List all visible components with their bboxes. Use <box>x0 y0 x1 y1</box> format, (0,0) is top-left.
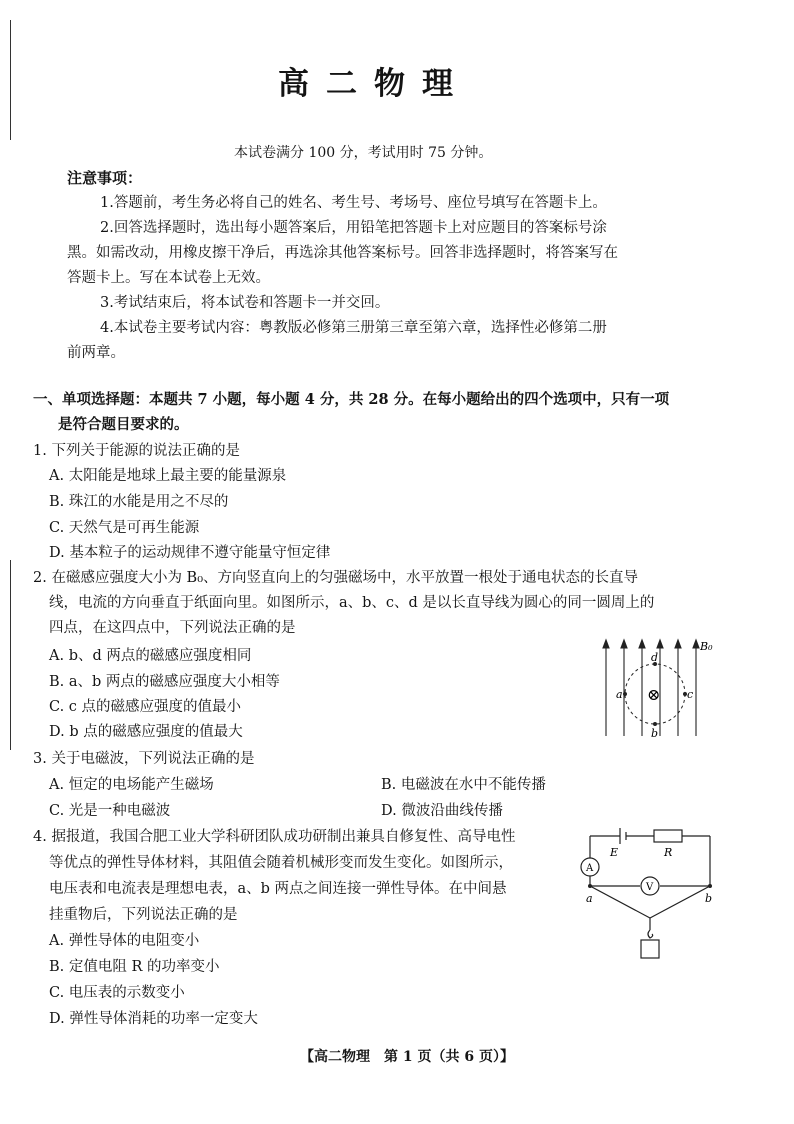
q4-stem-line: 挂重物后，下列说法正确的是 <box>49 907 238 923</box>
notice-line: 答题卡上。写在本试卷上无效。 <box>67 270 270 286</box>
q4-option-b: B. 定值电阻 R 的功率变小 <box>49 959 220 975</box>
q4-stem-line: 4. 据报道，我国合肥工业大学科研团队成功研制出兼具自修复性、高导电性 <box>33 829 516 845</box>
section-heading-cont: 是符合题目要求的。 <box>58 416 189 433</box>
q1-option-a: A. 太阳能是地球上最主要的能量源泉 <box>49 468 287 484</box>
notice-line: 前两章。 <box>67 345 125 361</box>
exam-subtitle: 本试卷满分 100 分，考试用时 75 分钟。 <box>234 145 493 161</box>
q1-option-b: B. 珠江的水能是用之不尽的 <box>49 494 229 510</box>
notice-line: 3.考试结束后，将本试卷和答题卡一并交回。 <box>100 295 390 311</box>
section-heading: 一、单项选择题：本题共 7 小题，每小题 4 分，共 28 分。在每小题给出的四个选项中，只有一项 <box>33 391 670 408</box>
q1-option-d: D. 基本粒子的运动规律不遵守能量守恒定律 <box>49 545 331 561</box>
label-b: b <box>651 727 659 740</box>
ammeter-label: A <box>586 863 594 874</box>
notice-heading: 注意事项： <box>67 169 143 187</box>
q3-stem: 3. 关于电磁波，下列说法正确的是 <box>33 751 255 767</box>
notice-line: 2.回答选择题时，选出每小题答案后，用铅笔把答题卡上对应题目的答案标号涂 <box>100 220 607 236</box>
notice-line: 4.本试卷主要考试内容：粤教版必修第三册第三章至第六章，选择性必修第二册 <box>100 320 607 336</box>
q3-option-b: B. 电磁波在水中不能传播 <box>381 777 546 793</box>
binding-edge-top <box>10 20 11 140</box>
q1-option-c: C. 天然气是可再生能源 <box>49 520 200 536</box>
q4-figure-circuit <box>578 822 718 962</box>
q4-option-c: C. 电压表的示数变小 <box>49 985 185 1001</box>
q2-figure-magnetic-field <box>596 636 718 740</box>
label-b0: B₀ <box>700 640 713 653</box>
page-title: 高二物理 <box>278 66 470 102</box>
q3-option-a: A. 恒定的电场能产生磁场 <box>49 777 214 793</box>
q3-option-d: D. 微波沿曲线传播 <box>381 803 503 819</box>
label-c: c <box>687 688 694 701</box>
q4-option-a: A. 弹性导体的电阻变小 <box>49 933 200 949</box>
q2-option-b: B. a、b 两点的磁感应强度大小相等 <box>49 674 280 690</box>
voltmeter-label: V <box>646 882 654 893</box>
q2-stem-line: 2. 在磁感应强度大小为 B₀、方向竖直向上的匀强磁场中，水平放置一根处于通电状态的长直导 <box>33 570 639 586</box>
q2-stem-line: 线，电流的方向垂直于纸面向里。如图所示，a、b、c、d 是以长直导线为圆心的同一圆周上的 <box>49 595 655 611</box>
q1-stem: 1. 下列关于能源的说法正确的是 <box>33 443 240 459</box>
q2-stem-line: 四点，在这四点中，下列说法正确的是 <box>49 620 296 636</box>
notice-line: 黑。如需改动，用橡皮擦干净后，再选涂其他答案标号。回答非选择题时，将答案写在 <box>67 245 618 261</box>
page-footer: 【高二物理 第 1 页（共 6 页）】 <box>300 1049 514 1065</box>
binding-edge-bottom <box>10 560 11 750</box>
label-b: b <box>705 892 713 905</box>
q2-option-d: D. b 点的磁感应强度的值最大 <box>49 724 243 740</box>
label-a: a <box>586 892 593 905</box>
label-d: d <box>651 651 659 664</box>
q3-option-c: C. 光是一种电磁波 <box>49 803 171 819</box>
q4-stem-line: 电压表和电流表是理想电表，a、b 两点之间连接一弹性导体。在中间悬 <box>49 881 507 897</box>
notice-line: 1.答题前，考生务必将自己的姓名、考生号、考场号、座位号填写在答题卡上。 <box>100 195 607 211</box>
q2-option-a: A. b、d 两点的磁感应强度相同 <box>49 648 252 664</box>
wire-symbol: ⊗ <box>647 685 661 704</box>
label-a: a <box>616 688 623 701</box>
label-R: R <box>664 846 673 859</box>
q4-option-d: D. 弹性导体消耗的功率一定变大 <box>49 1011 258 1027</box>
q4-stem-line: 等优点的弹性导体材料，其阻值会随着机械形变而发生变化。如图所示， <box>49 855 513 871</box>
q2-option-c: C. c 点的磁感应强度的值最小 <box>49 699 242 715</box>
label-E: E <box>610 846 619 859</box>
